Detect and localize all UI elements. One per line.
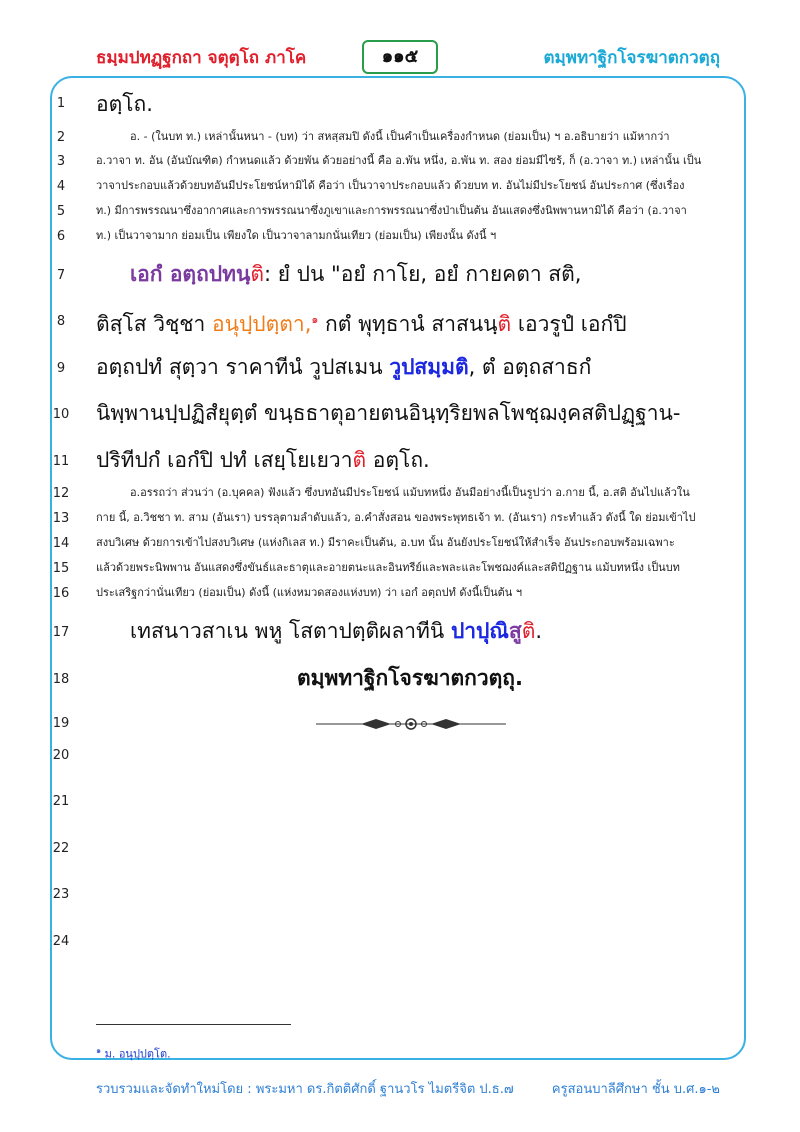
blue-word: ปาปุณิ [450, 619, 509, 643]
line-number: 10 [52, 407, 70, 422]
line-number: 18 [52, 672, 70, 687]
line-number: 21 [52, 794, 70, 809]
blue-word: วูปสมฺมติ [389, 355, 469, 379]
line-number: 14 [52, 536, 70, 551]
line-number: 1 [56, 96, 66, 111]
line-text: : ยํ ปน "อยํ กาโย, อยํ กายคตา สติ, [263, 262, 582, 286]
text-line-15: แล้วด้วยพระนิพพาน อันแสดงซึ่งขันธ์และธาตุและอายตนะและอินทรีย์และพละและโพชฌงค์และสติปัฏฐาน แม้บทหนึ่ง เป็นบท [96, 561, 680, 574]
line-number: 6 [56, 229, 66, 244]
line-text: เทสนาวสาเน พหู โสตาปตฺติผลาทีนิ [130, 619, 451, 643]
line-number: 23 [52, 887, 70, 902]
line-text: , ตํ อตฺถสาธกํ [468, 355, 592, 379]
text-line-1: อตฺโถ. [96, 92, 153, 116]
line-number: 13 [52, 511, 70, 526]
line-number: 5 [56, 204, 66, 219]
line-number: 20 [52, 748, 70, 763]
text-line-9 [96, 353, 724, 381]
footnote-separator [96, 1024, 291, 1025]
red-syllable: ติ [521, 619, 536, 643]
footer-course: ครูสอนบาลีศึกษา ชั้น บ.ศ.๑-๒ [551, 1082, 720, 1097]
text-line-10: นิพฺพานปฺปฏิสํยุตฺตํ ขนฺธธาตุอายตนอินฺทฺริยพลโพชฺฌงฺคสติปฏฺฐาน- [96, 401, 681, 425]
text-line-17 [96, 617, 724, 645]
line-number: 24 [52, 934, 70, 949]
text-line-4: วาจาประกอบแล้วด้วยบทอันมีประโยชน์หามิได้ คือว่า เป็นวาจาประกอบแล้ว ด้วยบท ท. อันไม่มีประโยชน์ อันประกาศ (ซึ่งเรื่อง [96, 179, 685, 192]
text-line-5: ท.) มีการพรรณนาซึ่งอากาศและการพรรณนาซึ่งภูเขาและการพรรณนาซึ่งป่าเป็นต้น อันแสดงซึ่งนิพพานหามิได้ คือว่า (อ.วาจา [96, 204, 687, 217]
line-number: 19 [52, 716, 70, 731]
header-right-title: ตมฺพทาฐิกโจรฆาตกวตฺถุ [543, 48, 720, 68]
text-line-16: ประเสริฐกว่านั่นเทียว (ย่อมเป็น) ดังนี้ (แห่งหมวดสองแห่งบท) ว่า เอกํ อตฺถปทํ ดังนี้เป็นต้น ฯ [96, 586, 523, 599]
line-text: ปริทีปกํ เอกํปิ ปทํ เสยฺโยเยวา [96, 448, 353, 472]
red-syllable: ติ [497, 312, 512, 336]
orange-word: อนุปฺปตฺตา, [212, 312, 312, 336]
line-number: 22 [52, 841, 70, 856]
text-line-12: อ.อรรถว่า ส่วนว่า (อ.บุคคล) ฟังแล้ว ซึ่งบทอันมีประโยชน์ แม้บทหนึ่ง อันมีอย่างนี้เป็นรูปว่า อ.กาย นี้, อ.สติ อันไปแล้วใน [130, 486, 690, 499]
line-text: อตฺโถ. [366, 448, 430, 472]
text-line-14: สงบวิเศษ ด้วยการเข้าไปสงบวิเศษ (แห่งกิเลส ท.) มีราคะเป็นต้น, อ.บท นั้น อันยังประโยชน์ให้สำเร็จ อันประกอบพร้อมเฉพาะ [96, 536, 675, 549]
text-line-3: อ.วาจา ท. อัน (อันบัณฑิต) กำหนดแล้ว ด้วยพัน ด้วยอย่างนี้ คือ อ.พัน หนึ่ง, อ.พัน ท. สอง ย่อมมีไซร้, ก็ (อ.วาจา ท.) เหล่านั้น เป็น [96, 154, 702, 167]
line-number: 4 [56, 179, 66, 194]
text-line-8 [96, 306, 724, 338]
line-number: 16 [52, 586, 70, 601]
ornament-divider [316, 715, 506, 733]
line-number: 7 [56, 268, 66, 283]
red-syllable: ติ [352, 448, 367, 472]
page-number: ๑๑๕ [362, 40, 438, 74]
keyword-term: เอกํ อตฺถปทนฺ [130, 262, 251, 286]
text-line-7 [96, 260, 724, 288]
footnote [96, 1044, 171, 1063]
line-text: ติสฺโส วิชฺชา [96, 312, 212, 336]
text-line-2: อ. - (ในบท ท.) เหล่านั้นหนา - (บท) ว่า สหสฺสมปิ ดังนี้ เป็นคำเป็นเครื่องกำหนด (ย่อมเป็น) ฯ อ.อธิบายว่า แม้หากว่า [130, 130, 670, 143]
line-number: 9 [56, 361, 66, 376]
footnote-text: ม. อนุปฺปตฺโต. [101, 1047, 171, 1061]
line-number: 8 [56, 314, 66, 329]
footnote-number: ๑ [96, 1046, 102, 1055]
footer-compiler: รวบรวมและจัดทำใหม่โดย : พระมหา ดร.กิตติศักดิ์ ฐานวโร ไมตรีจิต ป.ธ.๗ [96, 1082, 514, 1097]
purple-syllable: สู [508, 619, 522, 643]
line-number: 3 [56, 154, 66, 169]
line-text: . [535, 619, 543, 643]
text-line-6: ท.) เป็นวาจามาก ย่อมเป็น เพียงใด เป็นวาจาลามกนั่นเทียว (ย่อมเป็น) เพียงนั้น ดังนี้ ฯ [96, 229, 497, 242]
line-number: 15 [52, 561, 70, 576]
story-title: ตมฺพทาฐิกโจรฆาตกวตฺถุ. [297, 666, 523, 690]
line-text: เอวรูปํ เอกํปิ [511, 312, 627, 336]
line-number: 11 [52, 454, 70, 469]
line-number: 17 [52, 625, 70, 640]
line-number: 2 [56, 130, 66, 145]
line-text: อตฺถปทํ สุตฺวา ราคาทีนํ วูปสเมน [96, 355, 390, 379]
line-text: กตํ พุทฺธานํ สาสนนฺ [318, 312, 498, 336]
text-line-11 [96, 446, 724, 474]
text-line-13: กาย นี้, อ.วิชชา ท. สาม (อันเรา) บรรลุตามลำดับแล้ว, อ.คำสั่งสอน ของพระพุทธเจ้า ท. (อันเรา) กระทำแล้ว ดังนี้ ใด ย่อมเข้าไป [96, 511, 696, 524]
header-left-title: ธมฺมปทฏฺฐกถา จตุตฺโถ ภาโค [96, 48, 307, 68]
footnote-marker: ๑ [311, 313, 319, 326]
line-number: 12 [52, 486, 70, 501]
red-syllable: ติ [250, 262, 264, 286]
